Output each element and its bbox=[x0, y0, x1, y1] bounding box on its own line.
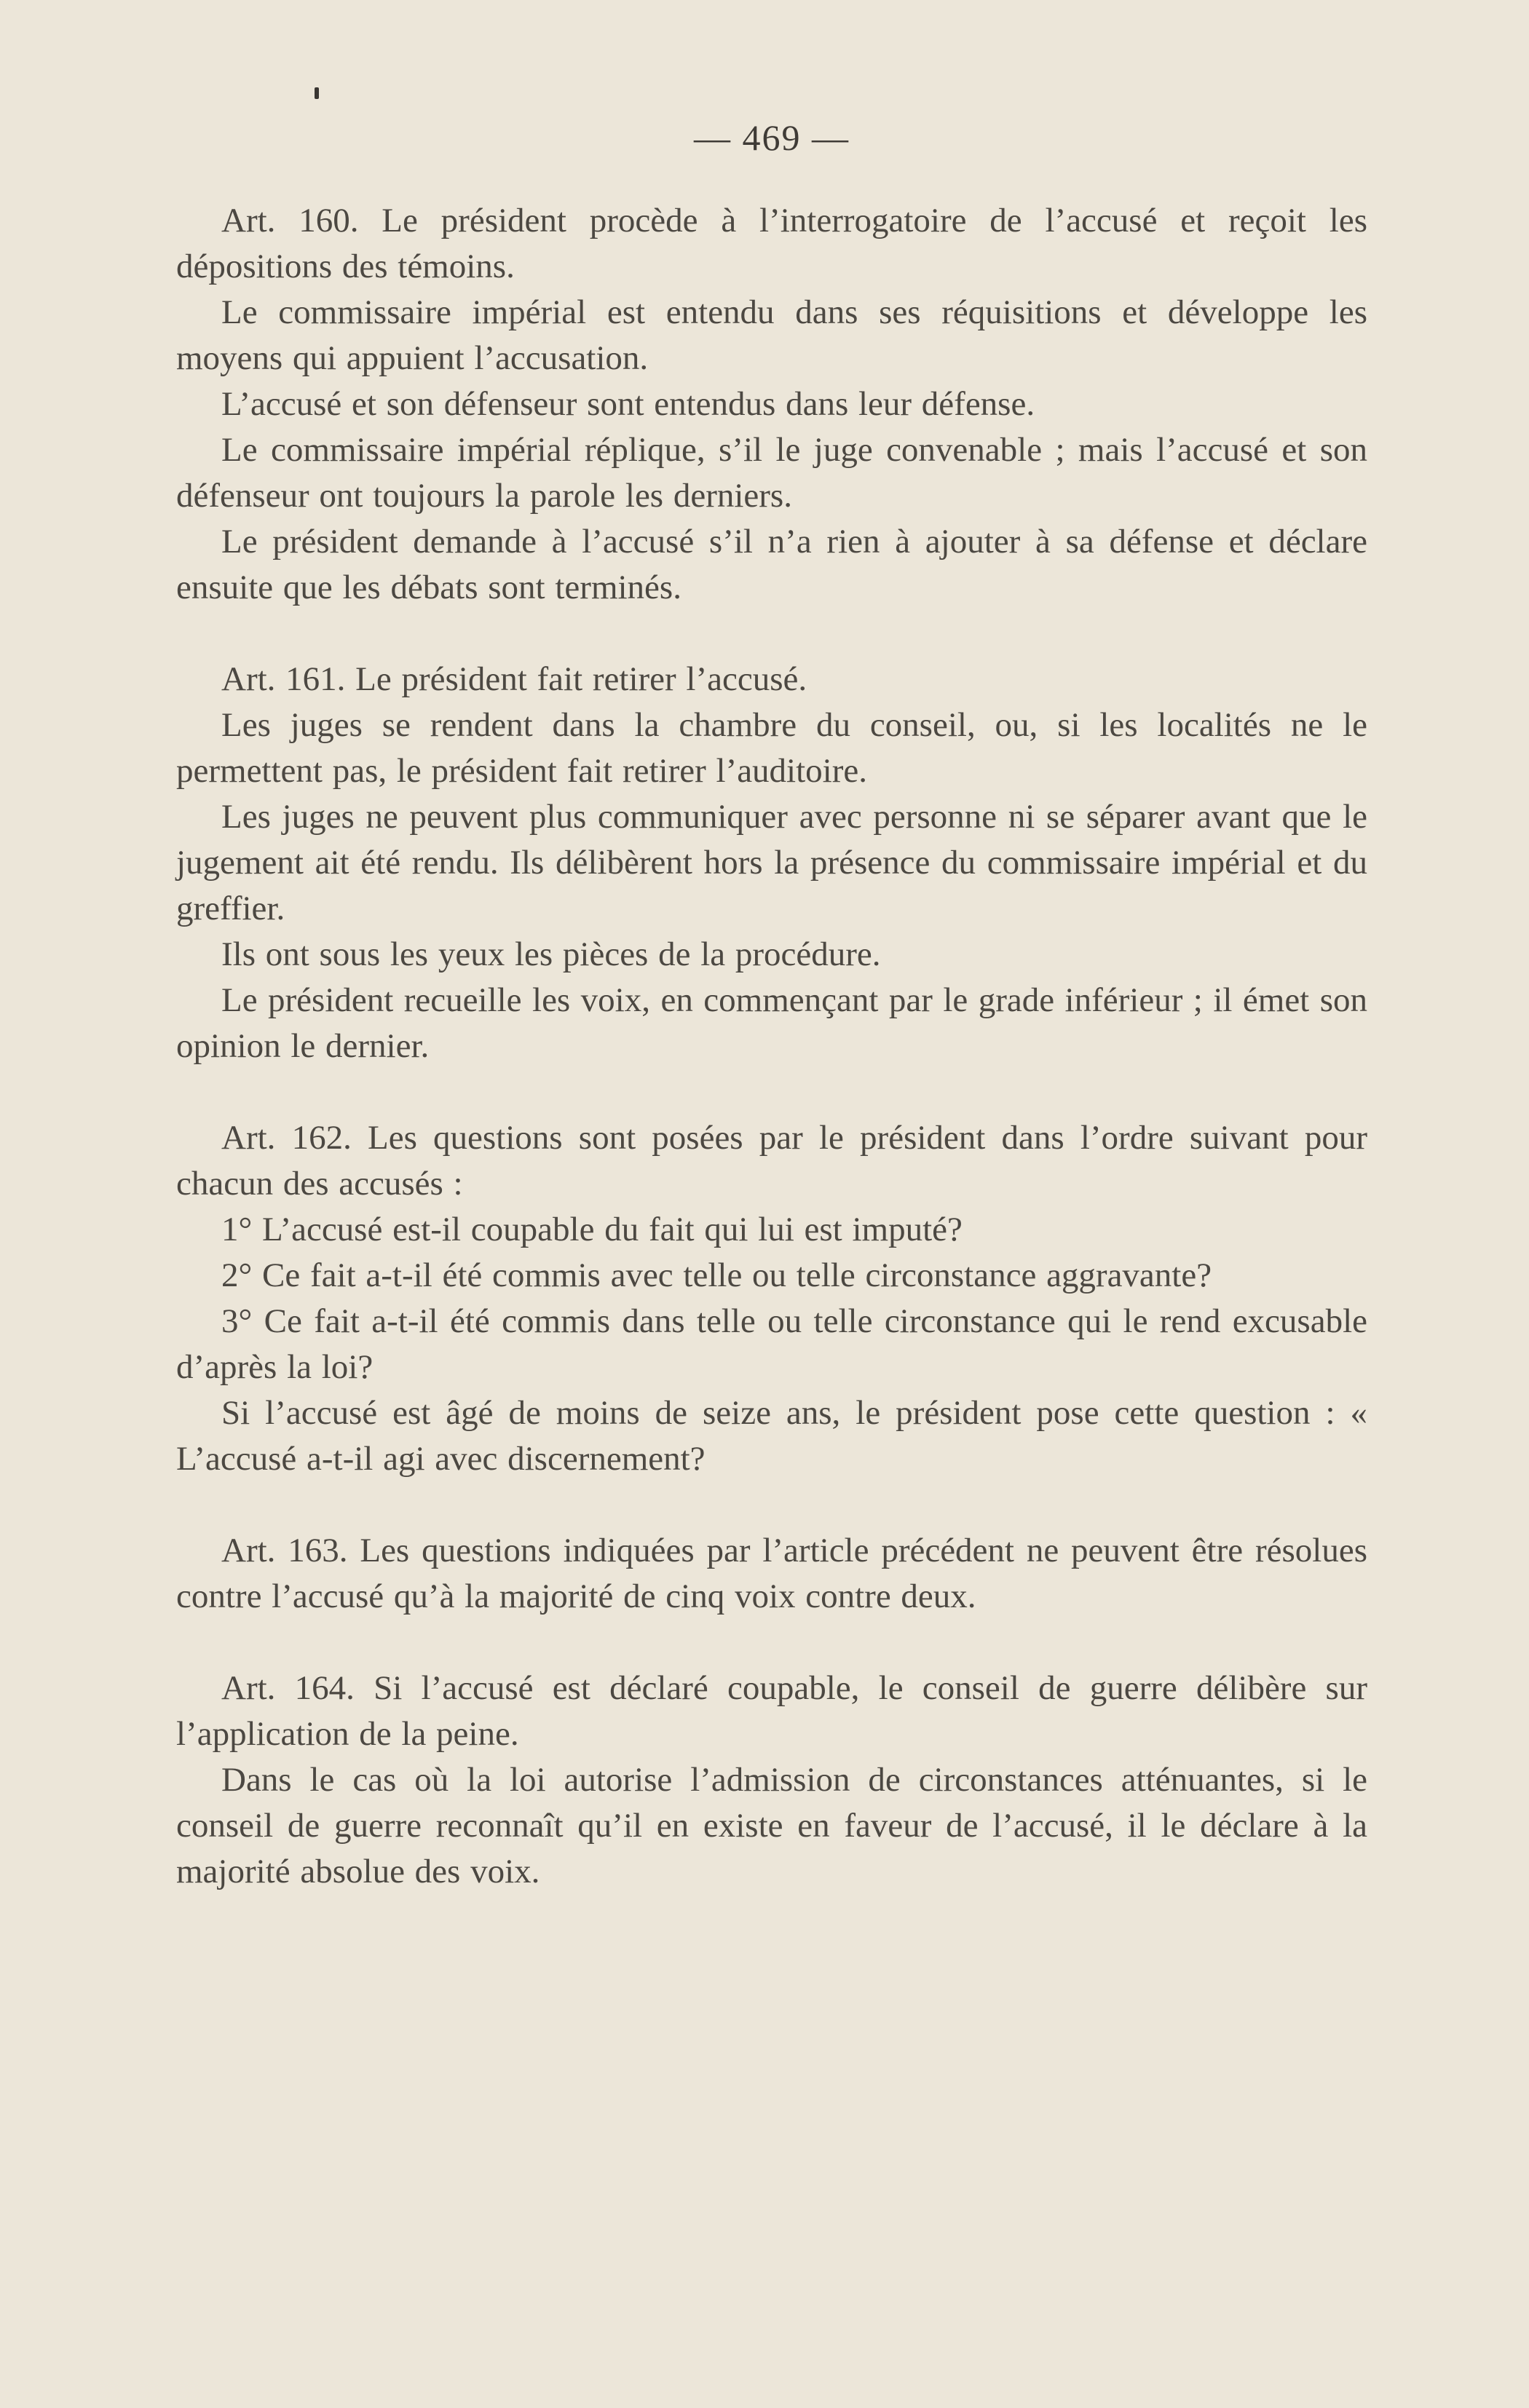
paragraph: Art. 161. Le président fait retirer l’accusé. bbox=[221, 660, 807, 698]
paragraph: Les juges se rendent dans la chambre du conseil, ou, si les localités ne le permettent pas, le président fait retirer l’auditoire. bbox=[176, 706, 1367, 790]
page-number: — 469 — bbox=[694, 117, 850, 158]
paragraph: Art. 160. Le président procède à l’interrogatoire de l’accusé et reçoit les dépositions des témoins. bbox=[176, 202, 1367, 285]
question-item: 2° Ce fait a-t-il été commis avec telle ou telle circonstance aggravante? bbox=[221, 1256, 1212, 1294]
paragraph: Art. 164. Si l’accusé est déclaré coupable, le conseil de guerre délibère sur l’application de la peine. bbox=[176, 1669, 1367, 1753]
paragraph: Le commissaire impérial est entendu dans ses réquisitions et développe les moyens qui appuient l’accusation. bbox=[176, 293, 1367, 377]
paragraph: Art. 163. Les questions indiquées par l’article précédent ne peuvent être résolues contre l’accusé qu’à la majorité de cinq voix contre deux. bbox=[176, 1532, 1367, 1615]
question-item: 1° L’accusé est-il coupable du fait qui lui est imputé? bbox=[221, 1211, 963, 1248]
paragraph: Les juges ne peuvent plus communiquer avec personne ni se séparer avant que le jugement ait été rendu. Ils délibèrent hors la présence du commissaire impérial et du greffier. bbox=[176, 798, 1367, 927]
article-162 bbox=[176, 1115, 1367, 1482]
paragraph: L’accusé et son défenseur sont entendus dans leur défense. bbox=[221, 385, 1035, 423]
question-item: 3° Ce fait a-t-il été commis dans telle ou telle circonstance qui le rend excusable d’après la loi? bbox=[176, 1302, 1367, 1386]
paragraph: Art. 162. Les questions sont posées par le président dans l’ordre suivant pour chacun des accusés : bbox=[176, 1119, 1367, 1203]
article-163 bbox=[176, 1528, 1367, 1620]
article-164 bbox=[176, 1666, 1367, 1895]
article-160 bbox=[176, 198, 1367, 611]
document-page bbox=[176, 116, 1367, 1941]
ink-speck bbox=[315, 87, 319, 99]
paragraph: Si l’accusé est âgé de moins de seize ans, le président pose cette question : « L’accusé a-t-il agi avec discernement? bbox=[176, 1394, 1367, 1478]
paragraph: Le président demande à l’accusé s’il n’a rien à ajouter à sa défense et déclare ensuite que les débats sont terminés. bbox=[176, 523, 1367, 606]
paragraph: Dans le cas où la loi autorise l’admission de circonstances atténuantes, si le conseil de guerre reconnaît qu’il en existe en faveur de l’accusé, il le déclare à la majorité absolue des voix. bbox=[176, 1761, 1367, 1890]
article-161 bbox=[176, 657, 1367, 1069]
paragraph: Le commissaire impérial réplique, s’il le juge convenable ; mais l’accusé et son défenseur ont toujours la parole les derniers. bbox=[176, 431, 1367, 515]
paragraph: Le président recueille les voix, en commençant par le grade inférieur ; il émet son opinion le dernier. bbox=[176, 981, 1367, 1065]
paragraph: Ils ont sous les yeux les pièces de la procédure. bbox=[221, 935, 881, 973]
